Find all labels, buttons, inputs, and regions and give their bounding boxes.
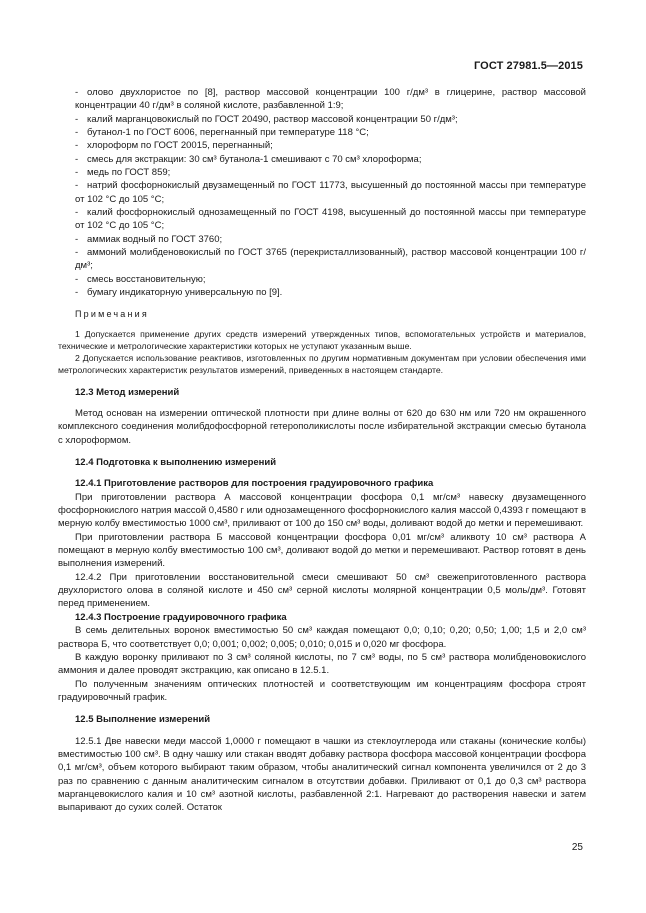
list-item: - смесь для экстракции: 30 см³ бутанола-1 смешивают с 70 см³ хлороформа;	[75, 153, 422, 165]
list-item: - натрий фосфорнокислый двузамещенный по ГОСТ 11773, высушенный до постоянной массы при температуре от 102 °С до 105 °С;	[75, 180, 586, 205]
paragraph: 12.4.2 При приготовлении восстановительной смеси смешивают 50 см³ свежеприготовленного раствора двухлористого олова в соляной кислоте и 450 см³ серной кислоты молярной концентрации 0,5 моль/дм³. Готовят перед применением.	[58, 571, 586, 610]
paragraph: При приготовлении раствора Б массовой концентрации фосфора 0,01 мг/см³ аликвоту 10 см³ раствора А помещают в мерную колбу вместимостью 100 см³, доливают водой до метки и перемешивают. Раствор готовят в день выполнения измерений.	[58, 531, 586, 570]
paragraph: 12.5.1 Две навески меди массой 1,0000 г помещают в чашки из стеклоуглерода или стаканы (конические колбы) вместимостью 100 см³. В одну чашку или стакан вводят добавку раствора фосфора массовой концентрации фосфора 0,1 мг/см³, объем которого выбирают таким образом, чтобы аналитический сигнал компонента увеличился от 2 до 3 раз по сравнению с данным аналитическим сигналом в отсутствии добавки. Приливают от 0,1 до 0,3 см³ раствора марганцевокислого калия и 10 см³ азотной кислоты, разбавленной 2:1. Нагревают до растворения навески и затем выпаривают до сухих солей. Остаток	[58, 735, 586, 814]
section-12-3-text: Метод основан на измерении оптической плотности при длине волны от 620 до 630 нм или 720 нм окрашенного комплексного соединения молибдофосфорной гетерополикислоты после избирательной экстракции смесью бутанола с хлороформом.	[58, 408, 586, 446]
list-item: - аммиак водный по ГОСТ 3760;	[75, 233, 223, 245]
note-1: 1 Допускается применение других средств измерений утвержденных типов, вспомогательных устройств и материалов, технические и метрологические характеристики которых не уступают указанным выше.	[58, 328, 586, 352]
list-item: - калий марганцовокислый по ГОСТ 20490, раствор массовой концентрации 50 г/дм³;	[75, 113, 458, 125]
section-12-5-title: 12.5 Выполнение измерений	[75, 714, 211, 726]
section-12-4-title: 12.4 Подготовка к выполнению измерений	[75, 457, 277, 469]
document-id: ГОСТ 27981.5—2015	[473, 60, 583, 72]
notes-heading: Примечания	[75, 308, 149, 319]
note-2: 2 Допускается использование реактивов, изготовленных по другим нормативным документам при условии обеспечения ими метрологических характеристик результатов измерений, приведенных в настоящем стандарте.	[58, 353, 586, 376]
section-12-3-title: 12.3 Метод измерений	[75, 386, 180, 398]
list-item: - хлороформ по ГОСТ 20015, перегнанный;	[75, 140, 273, 152]
list-item: - аммоний молибденовокислый по ГОСТ 3765 (перекристаллизованный), раствор массовой концентрации 100 г/дм³;	[75, 247, 586, 272]
list-item: - бумагу индикаторную универсальную по [9].	[75, 287, 283, 299]
section-12-4-1-title: 12.4.1 Приготовление растворов для построения градуировочного графика	[75, 478, 434, 490]
list-item: - олово двухлористое по [8], раствор массовой концентрации 100 г/дм³ в глицерине, раствор массовой концентрации 40 г/дм³ в соляной кислоте, разбавленной 1:9;	[75, 87, 586, 112]
paragraph: При приготовлении раствора А массовой концентрации фосфора 0,1 мг/см³ навеску двузамещенного фосфорнокислого натрия массой 0,4580 г или однозамещенного фосфорнокислого калия массой 0,4393 г помещают в мерную колбу вместимостью 1000 см³, приливают от 100 до 150 см³ воды, доливают водой до метки и перемешивают.	[58, 491, 586, 530]
paragraph: По полученным значениям оптических плотностей и соответствующим им концентрациям фосфора строят градуировочный график.	[58, 678, 586, 703]
list-item: - смесь восстановительную;	[75, 273, 206, 285]
page-body	[58, 86, 586, 815]
page-number: 25	[571, 842, 583, 853]
paragraph: В каждую воронку приливают по 3 см³ соляной кислоты, по 7 см³ воды, по 5 см³ раствора молибденовокислого аммония и далее проводят экстракцию, как описано в 12.5.1.	[58, 651, 586, 677]
section-12-4-3-title: 12.4.3 Построение градуировочного графика	[75, 611, 287, 623]
list-item: - калий фосфорнокислый однозамещенный по ГОСТ 4198, высушенный до постоянной массы при температуре от 102 °С до 105 °С;	[75, 207, 586, 232]
paragraph: В семь делительных воронок вместимостью 50 см³ каждая помещают 0,0; 0,10; 0,20; 0,50; 1,00; 1,5 и 2,0 см³ раствора Б, что соответствует 0,0; 0,001; 0,002; 0,005; 0,010; 0,015 и 0,020 мг фосфора.	[58, 625, 586, 650]
list-item: - медь по ГОСТ 859;	[75, 167, 171, 179]
list-item: - бутанол-1 по ГОСТ 6006, перегнанный при температуре 118 °С;	[75, 127, 369, 139]
